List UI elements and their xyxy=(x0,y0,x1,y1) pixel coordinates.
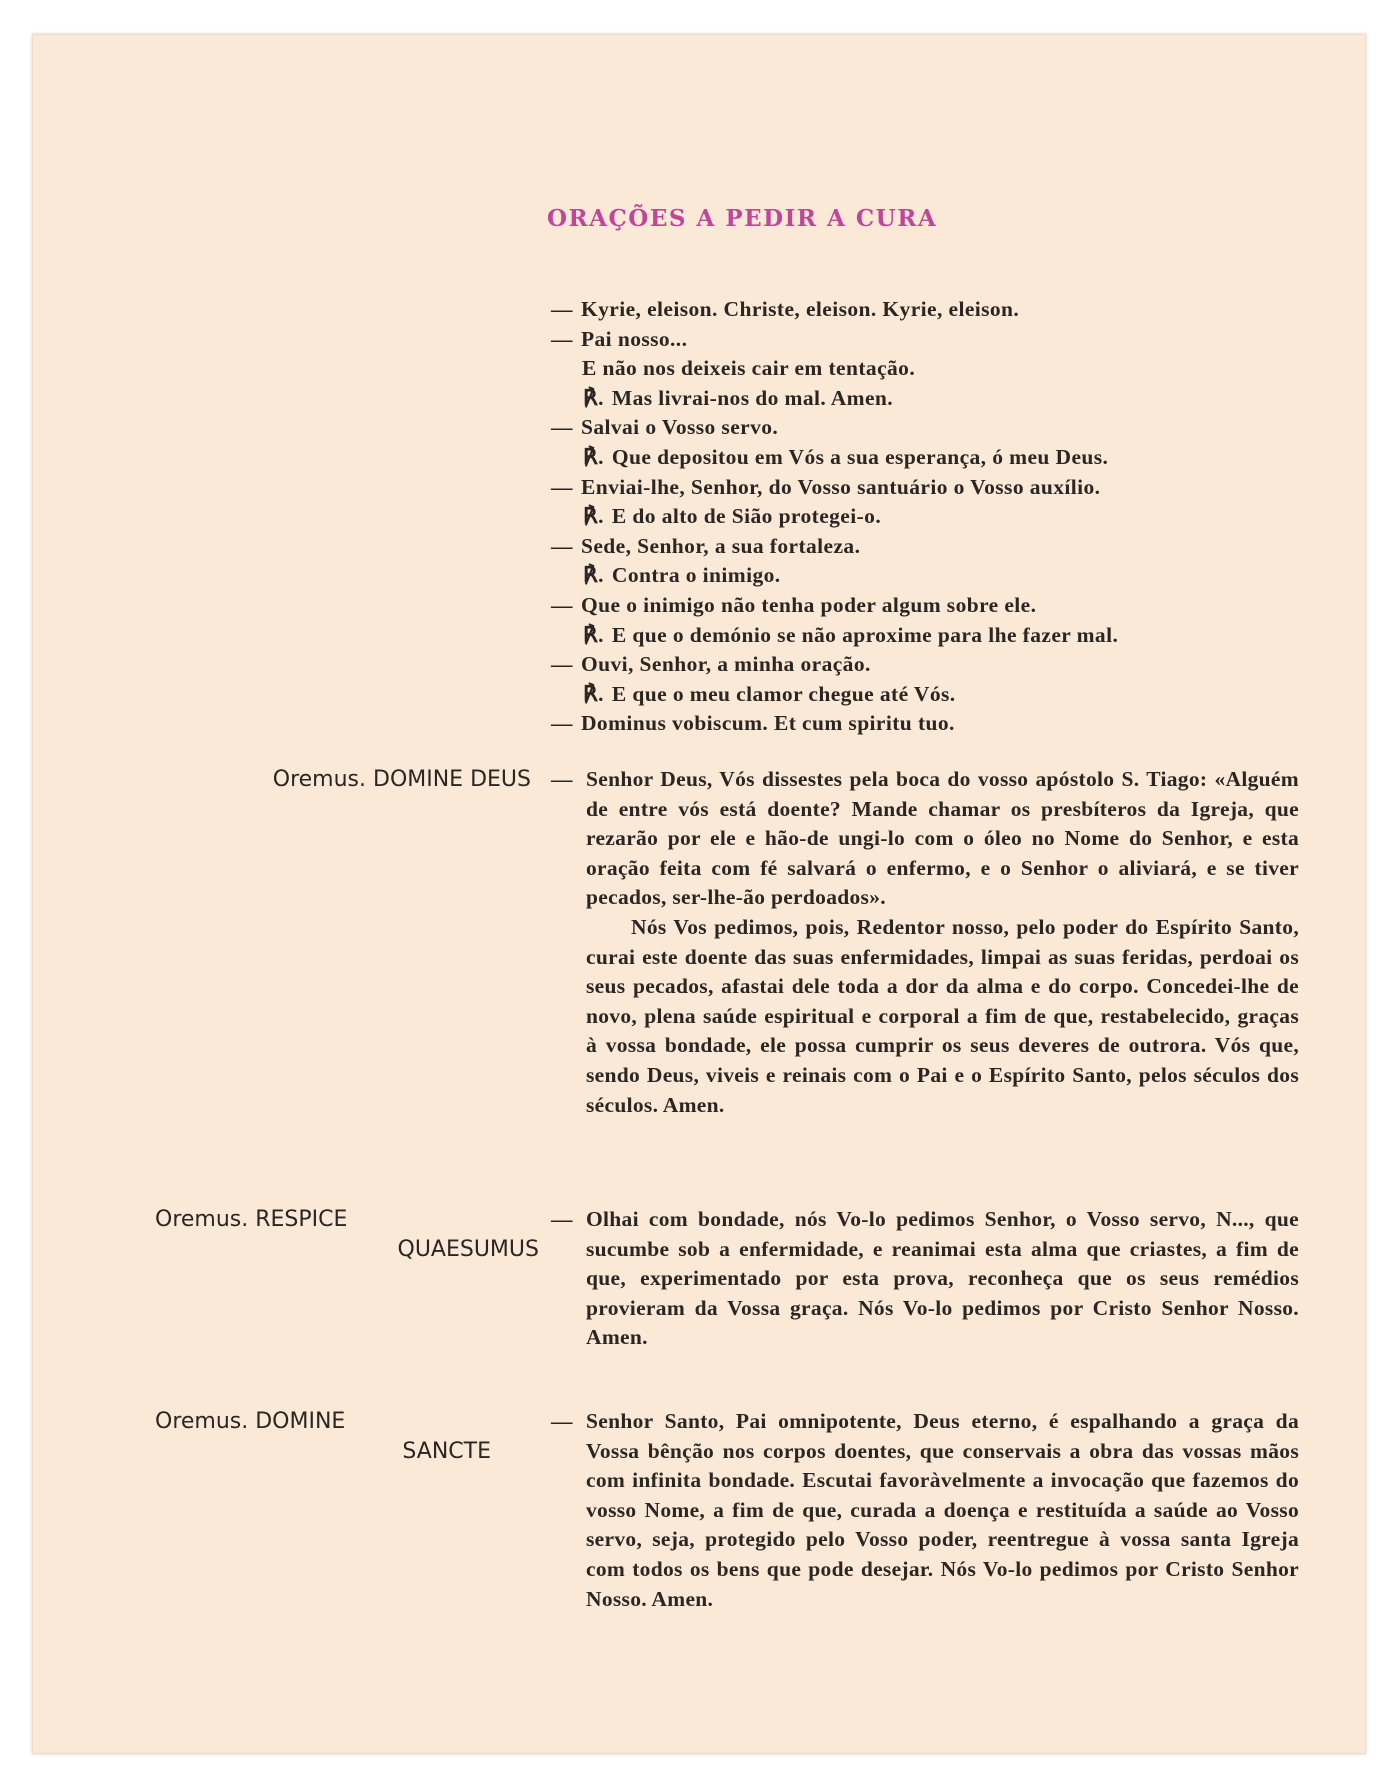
dash-mark: — xyxy=(551,474,573,499)
response-symbol: ℟. xyxy=(583,563,604,588)
litany-text: Contra o inimigo. xyxy=(611,563,781,588)
response-symbol: ℟. xyxy=(583,444,604,469)
dash-mark: — xyxy=(551,652,573,677)
prayer-paragraph: Olhai com bondade, nós Vo-lo pedimos Senhor, o Vosso servo, N..., que sucumbe sob a enfermidade, e reanimai esta alma que criastes, a fim de que, experimentado por esta prova, reconheça que os seus remédios provieram da Vossa graça. Nós Vo-lo pedimos por Cristo Senhor Nosso. Amen. xyxy=(586,1207,1299,1350)
dash-mark: — xyxy=(551,711,573,736)
prayer-paragraph: Senhor Deus, Vós dissestes pela boca do vosso apóstolo S. Tiago: «Alguém de entre vós está doente? Mande chamar os presbíteros da Igreja, que rezarão por ele e hão-de ungi-lo com o óleo no Nome do Senhor, e esta oração feita com fé salvará o enfermo, e o Senhor o aliviará, e se tiver pecados, ser-lhe-ão perdoados». xyxy=(586,767,1299,910)
prayer-label-respice-quaesumus xyxy=(151,1205,539,1264)
litany-text: Ouvi, Senhor, a minha oração. xyxy=(581,652,871,677)
prayer-domine-sancte xyxy=(551,1407,1299,1614)
litany-text: Dominus vobiscum. Et cum spiritu tuo. xyxy=(581,711,955,736)
litany-text: Kyrie, eleison. Christe, eleison. Kyrie, eleison. xyxy=(581,297,1020,321)
litany-line-8 xyxy=(551,532,1311,562)
litany-line-9 xyxy=(551,561,1311,591)
prayer-paragraph: Nós Vos pedimos, pois, Redentor nosso, pelo poder do Espírito Santo, curai este doente das suas enfermidades, limpai as suas feridas, perdoai os seus pecados, afastai dele toda a dor da alma e do corpo. Concedei-lhe de novo, plena saúde espiritual e corporal a fim de que, restabelecido, graças à vossa bondade, ele possa cumprir os seus deveres de outrora. Vós que, sendo Deus, viveis e reinais com o Pai e o Espírito Santo, pelos séculos dos séculos. Amen. xyxy=(586,914,1299,1117)
litany-text: Mas livrai-nos do mal. Amen. xyxy=(611,385,894,410)
prayer-label-domine-sancte xyxy=(151,1407,491,1466)
litany-line-14 xyxy=(551,709,1311,739)
litany-text: E que o demónio se não aproxime para lhe fazer mal. xyxy=(611,622,1119,647)
dash-mark: — xyxy=(551,592,573,617)
litany-text: Que depositou em Vós a sua esperança, ó meu Deus. xyxy=(611,444,1109,469)
litany-text: E do alto de Sião protegei-o. xyxy=(611,504,882,529)
litany-text: Enviai-lhe, Senhor, do Vosso santuário o Vosso auxílio. xyxy=(581,474,1101,499)
dash-mark: — xyxy=(551,326,573,351)
litany-text: E não nos deixeis cair em tentação. xyxy=(582,356,916,381)
response-symbol: ℟. xyxy=(583,504,604,529)
dash-mark: — xyxy=(551,297,573,321)
prayer-label-line: SANCTE xyxy=(402,1438,491,1464)
litany-text: Que o inimigo não tenha poder algum sobre ele. xyxy=(581,592,1037,617)
prayer-label-line: Oremus. RESPICE xyxy=(155,1207,348,1232)
litany-text: Salvai o Vosso servo. xyxy=(581,415,779,440)
prayer-label-line: Oremus. DOMINE xyxy=(155,1409,346,1434)
response-symbol: ℟. xyxy=(583,385,604,410)
litany-line-2 xyxy=(551,354,1311,384)
prayer-paragraph: Senhor Santo, Pai omnipotente, Deus eterno, é espalhando a graça da Vossa bênção nos corpos doentes, que conservais a obra das vossas mãos com infinita bondade. Escutai favoràvelmente a invocação que fazemos do vosso Nome, a fim de que, curada a doença e restituída a saúde ao Vosso servo, seja, protegido pelo Vosso poder, reentregue à vossa santa Igreja com todos os bens que pode desejar. Nós Vo-lo pedimos por Cristo Senhor Nosso. Amen. xyxy=(586,1409,1299,1611)
litany-line-4 xyxy=(551,413,1311,443)
litany-line-5 xyxy=(551,443,1311,473)
prayer-label-line: QUAESUMUS xyxy=(397,1236,539,1262)
response-symbol: ℟. xyxy=(583,681,604,706)
dash-mark: — xyxy=(551,1207,573,1231)
litany-text: Pai nosso... xyxy=(581,326,688,351)
litany-text: E que o meu clamor chegue até Vós. xyxy=(611,681,956,706)
litany-line-3 xyxy=(551,384,1311,414)
litany-line-0 xyxy=(551,295,1311,325)
litany-line-12 xyxy=(551,650,1311,680)
document-page xyxy=(32,34,1366,1754)
dash-mark: — xyxy=(551,1409,573,1433)
litany-line-13 xyxy=(551,680,1311,710)
prayer-respice-quaesumus xyxy=(551,1205,1299,1353)
prayer-label-line: Oremus. DOMINE DEUS xyxy=(272,767,531,792)
litany-line-1 xyxy=(551,325,1311,355)
litany-line-10 xyxy=(551,591,1311,621)
litany-line-6 xyxy=(551,473,1311,503)
page-title: ORAÇÕES A PEDIR A CURA xyxy=(547,205,938,232)
litany-line-11 xyxy=(551,621,1311,651)
litany-text: Sede, Senhor, a sua fortaleza. xyxy=(581,533,861,558)
dash-mark: — xyxy=(551,533,573,558)
dash-mark: — xyxy=(551,767,573,791)
prayer-label-domine-deus xyxy=(151,765,531,795)
dash-mark: — xyxy=(551,415,573,440)
response-symbol: ℟. xyxy=(583,622,604,647)
litany xyxy=(551,295,1311,739)
litany-line-7 xyxy=(551,502,1311,532)
prayer-domine-deus xyxy=(551,765,1299,1120)
